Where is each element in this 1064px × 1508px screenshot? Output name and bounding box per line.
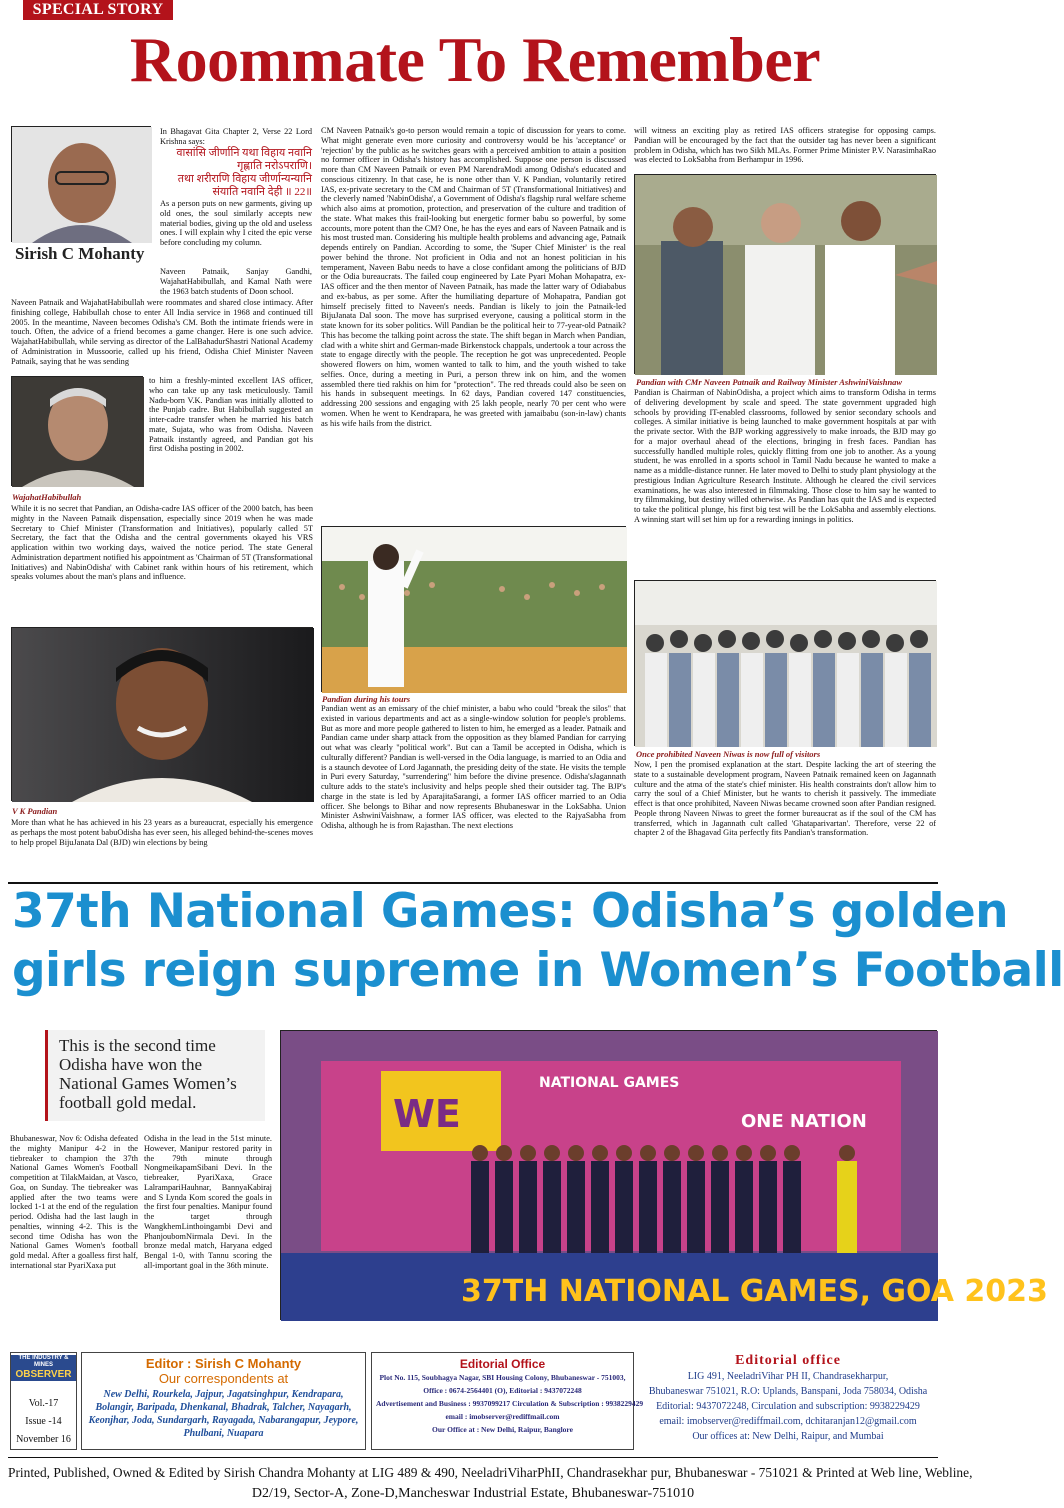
article-batch [160,267,312,298]
paragraph: Naveen Patnaik, Sanjay Gandhi, WajahatHabibullah, and Kamal Nath were the 1963 batch students of Doon school. [160,267,312,296]
team-photo [280,1030,1048,1320]
banner-one-nation: ONE NATION [741,1111,867,1132]
cm-railway-photo [634,174,936,374]
editorial-office-2 [638,1352,938,1450]
masthead-box [10,1352,77,1450]
office-box [371,1352,644,1450]
article-col2-top [321,126,626,530]
paragraph: CM Naveen Patnaik's go-to person would remain a topic of discussion for years to come. What might generate even more curiosity and controversy would be his 'acceptance' or 'rejection' by the public as he switches gears with a perceived ambition to attain a position no former officer in Odisha's history has accomplished. Suppose one person is discussed more than CM Naveen Patnaik or even PM NarendraModi among Odisha's educated and conscious citizenry. In that case, he is none other than V. K Pandian, voluntarily retired IAS, ex-private secretary to the CM and Chairman of 5T (Transformational Initiatives) and the cleverly named 'NabinOdisha', a Government of Odisha's flagship rural welfare scheme which also aims at promotion, protection, and preservation of the culture and tradition of the state. What makes this frail-looking but energetic former babu so powerful, by some accounts, more potent than the CM? One, he has the eyes and ears of Naveen Patnaik and is his most trusted man. Considering his multiple health problems and advancing age, Patnaik depends entirely on Pandian. According to some, the 'Super Chief Minister' is the real power behind the throne. Not proficient in Odia and not an honest politician in his temperament, Naveen Babu needs to have a close confidant among the politicians of BJD or the Odia bureaucrats. The failed coup engineered by Late Pyari Mohan Mohapatra, ex-IAS officer and the then mentor of Naveen Patnaik, has made the latter wary of Odiababus and ex-babus, as per some. After the humiliating departure of Mohapatra, Pandian got himself precisely fitted to Naveen's needs. Pandian is likely to join the Patnaik-led BijuJanata Dal soon. The move has surprised everyone, causing a political storm in the state known for its sober politics. Will Pandian be the political heir to 77-year-old Patnaik? This has become the talking point across the state. The shift began in March when Pandian, clad with a white shirt and German-made Birkenstock chappals, undertook a tour across the state to engage directly with the people. The reception he got was unprecedented. People showered flowers on him, women wanted to talk to him, and the youth wished to take selfies. Once, during a meeting in Puri, a person threw ink on him, and the women assembled there tied rakhis on him for "protection". The red threads could also be seen on his hands in subsequent meetings. In 62 days, Pandian covered 147 constituencies, addressing 200 sessions and engaging with 25 lakh people, nearly 70 per cent who were women. When he went to Kendrapara, he was greeted with jamaibabu (son-in-law) chants as his wife hails from the district. [321,126,626,428]
banner-games: NATIONAL GAMES [539,1075,680,1091]
office2-line: Bhubaneswar 751021, R.O: Uplands, Banspani, Joda 758034, Odisha [648,1386,928,1397]
issue: Issue -14 [25,1416,62,1427]
article-col1-para4 [11,818,313,876]
games-headline-line2: girls reign supreme in Women’s Football [12,943,1064,998]
issue-date: November 16 [16,1434,71,1445]
editor-name: Editor : Sirish C Mohanty [145,1356,302,1371]
article-col3-mid [634,388,936,574]
paragraph: Odisha in the lead in the 51st minute. However, Manipur restored parity in the 79th minute through NongmeikapamSibani Devi. In the tiebreaker, PyariXaxa, Grace LalrampariHauhnar, BannyaKabiraj and S Lynda Kom scored the goals in the first four penalties. Manipur found the target through WangkhemLinthoingambi Devi and PhanjoubomNirmala Devi. In the bronze medal match, Haryana edged Bengal 1-0, with Tannu scoring the all-important goal in the 36th minute. [144,1134,272,1270]
office-line: Office : 0674-2564401 (O), Editorial : 9437072248 [423,1386,582,1395]
section-tag: SPECIAL STORY [23,0,173,20]
paragraph: While it is no secret that Pandian, an Odisha-cadre IAS officer of the 2000 batch, has been mighty in the Naveen Patnaik dispensation, especially since 2019 when he was made Secretary to Chief Minister (Transformation and Initiatives), popularly called 5T Secretary, the fact that the Odisha and the central governments okayed his VRS application within two working days, waived the notice period. The state General Administration department notified his appointment as 'Chairman of 5T (Transformational Initiatives) and NabinOdisha' with Cabinet rank within hours of his retirement, which speaks volumes about the man's plans and influence. [11,504,313,582]
naveen-niwas-photo [634,580,936,746]
office2-line: Our offices at: New Delhi, Raipur, and Mumbai [692,1431,884,1442]
games-col2 [144,1134,272,1334]
article-col3-top [634,126,936,170]
games-headline-line1: 37th National Games: Odisha’s golden [12,884,1009,939]
vol: Vol.-17 [28,1398,59,1409]
paragraph: to him a freshly-minted excellent IAS officer, who can take up any task meticulously. Tamil Nadu-born V.K. Pandian was initially allotted to the Punjab cadre. But Habibullah suggested an inter-cadre transfer when he married his batch mate, Sujata, who was from Odisha. Naveen Patnaik instantly agreed, and Pandian got his first Odisha posting in 2002. [149,376,313,454]
masthead-line1: THE INDUSTRY & MINES [11,1355,76,1369]
games-callout: This is the second time Odisha have won the National Games Women’s football gold medal. [45,1030,265,1121]
author-byline: Sirish C Mohanty [15,244,145,263]
page-headline: Roommate To Remember [129,24,821,95]
verse-line: संयाति नवानि देही ॥ 22॥ [212,186,312,198]
games-col1 [10,1134,138,1334]
paragraph: Naveen Patnaik and WajahatHabibullah were roommates and shared close intimacy. After finishing college, Habibullah chose to enter All India service in 1968 and continued till 2005. In the meantime, Naveen becomes Odisha's CM. Both the intimate friends were in touch. Often, the advice of a friend becomes a game changer. Here is one such advice. WajahatHabibullah, while serving as director of the LalBahadurShastri National Academy of Administration in Mussoorie, called up his friend, Odisha Chief Minister Naveen Patnaik, saying that he was sending [11,298,313,366]
paragraph: Now, I pen the promised explanation at the start. Despite lacking the art of steering the state to a sustainable development program, Naveen Patnaik remained keen on Jagannath culture and the atma of the state's chief minister. His health constraints don't allow him to carry the soul of a Chief Minister, but he wants to cherish it passively. The immediate effect is that once prohibited, Naveen Niwas became crowned soon after Pandian resigned. People throng Naveen Niwas to greet the former bureaucrat as if the soul of the CM has transferred, which in Jagannath cult called 'Ghataparivartan'. Therefore, verse 22 of chapter 2 of the Bhagavad Gita perfectly fits Pandian's transformation. [634,760,936,838]
article-verse-meaning [160,199,312,267]
article-col2-bottom [321,704,626,876]
office2-title: Editorial office [735,1353,841,1368]
banner-text: 37TH NATIONAL GAMES, GOA 2023 [461,1274,1048,1309]
caption-niwas: Once prohibited Naveen Niwas is now full of visitors [636,749,821,759]
office2-line: Editorial: 9437072248, Circulation and subscription: 9938229429 [656,1401,920,1412]
caption-pandian: V K Pandian [12,806,58,816]
print-line-2: D2/19, Sector-A, Zone-D,Mancheswar Industrial Estate, Bhubaneswar-751010 [251,1486,695,1501]
article-col3-bottom [634,760,936,876]
correspondent-places: New Delhi, Rourkela, Jajpur, Jagatsinghpur, Kendrapara, Bolangir, Baripada, Dhenkanal, Bhadrak, Talcher, Nayagarh, Keonjhar, Joda, Sundargarh, Rayagada, Nabarangapur, Jeypore, Phulbani, Nuapara [88,1389,359,1439]
office-line: Advertisement and Business : 9937099217 Circulation & Subscription : 9938229429 [376,1399,644,1408]
paragraph: More than what he has achieved in his 23 years as a bureaucrat, especially his emergence as perhaps the most potent babuOdisha has ever seen, his alleged behind-the-scenes moves to help propel BijuJanata Dal (BJD) win elections by being [11,818,313,847]
office2-line: LIG 491, NeeladriVihar PH II, Chandrasekharpur, [687,1371,889,1382]
print-line [8,1462,973,1504]
paragraph: will witness an exciting play as retired IAS officers strategise for opposing camps. Pandian will be encouraged by the fact that the outsider tag has never been a significant problem in Odisha, which has two Sikh MLAs. Former Prime Minister P.V. NarasimhaRao was elected to LokSabha from Berhampur in 1996. [634,126,936,165]
verse-line: गृह्णाति नरोऽपराणि। [237,160,312,172]
article-col1-para3 [11,504,313,622]
office2-line: email: imobserver@rediffmail.com, dchitaranjan12@gmail.com [659,1416,917,1427]
paragraph: Pandian went as an emissary of the chief minister, a babu who could "break the silos" that existed in various departments and act as a single-window solution for people's problems. But as more and more people gathered to listen to him, he emerged as a leader. Patnaik and Pandian came under sharp attack from the opposition as they blamed Pandian for carrying out what was clearly "political work". But can a Tamil be accepted in Odisha, which is culturally different? Pandian is well-versed in the Odia language, is married to an Odia and is a staunch devotee of Lord Jagannath, the presiding deity of the state. He visits the temple in Puri every Saturday, "surrendering" him before the divine presence. Odisha'sJagannath culture adds to the state's inclusivity and helps people shed their outsider tag. The BJP's charge in the state is led by AparajitaSarangi, a former IAS officer married to an Odia officer. She belongs to Bihar and now represents Bhubaneswar in the LokSabha. Union Minister AshwiniVaishnaw, a former IAS officer, was elected to the RajyaSabha from Odisha, although he is from Rajasthan. The next elections [321,704,626,830]
caption-habibullah: WajahatHabibullah [12,492,82,502]
tour-photo [321,526,626,692]
paragraph: Pandian is Chairman of NabinOdisha, a project which aims to transform Odisha in terms of delivering development by scale and speed. The state government upgraded high schools by providing IT-enabled classrooms, followed by senior secondary schools and colleges. A similar initiative is being launched to make government hospitals at par with the private sector. With the BJP working aggressively to make inroads, the BJD may go for a major overhaul ahead of the elections, bringing in fresh faces. Pandian has successfully handled multiple roles, quickly flitting from one job to another. As a young student, he was enrolled in a sports school in Tamil Nadu because he wanted to make a name as a middle-distance runner. He later moved to Delhi to study plant physiology at the prestigious Indian Agriculture Research Institute. Although he cleared the civil services examinations, he was also interested in filmmaking. Those close to him say he wanted to try filmmaking, but destiny willed otherwise. As Pandian has quit the IAS and is expected to take the political plunge, his first big test will be the LokSabha and assembly elections. A winning start will set him up for a rewarding innings in politics. [634,388,936,524]
office-title: Editorial Office [459,1357,546,1371]
editor-box [81,1352,366,1450]
article-intro [160,127,312,147]
office-line: email : imobserver@rediffmail.com [445,1412,560,1421]
caption-tours: Pandian during his tours [322,694,411,704]
verse-line: तथा शरीराणि विहाय जीर्णान्यन्यानि [177,173,312,185]
masthead-logo: OBSERVER [11,1369,76,1381]
correspondents-label: Our correspondents at [158,1371,289,1386]
author-photo [11,126,151,242]
paragraph: As a person puts on new garments, giving up old ones, the soul similarly accepts new material bodies, giving up the old and useless ones. I will explain why I cited the epic verse before concluding my column. [160,199,312,247]
pandian-photo [11,627,313,801]
gita-verse [157,147,312,199]
article-col1-narrow [149,376,313,494]
banner-we: WE [393,1092,461,1136]
verse-line: वासांसि जीर्णानि यथा विहाय नवानि [176,147,312,159]
paragraph: Bhubaneswar, Nov 6: Odisha defeated the mighty Manipur 4-2 in the tiebreaker to champion the 37th National Games Women's Football competition at TilakMaidan, at Vasco, Goa, on Sunday. The tiebreaker was applied after the two teams were locked 1-1 at the end of the regulation period. Odisha had the last laugh in penalties, winning 4-2. This is the second time Odisha has won the National Games Women's football gold medal. After a goalless first half, international star PyariXaxa put [10,1134,138,1270]
office-line: Our Office at : New Delhi, Raipur, Banglore [432,1425,573,1434]
print-line-1: Printed, Published, Owned & Edited by Sirish Chandra Mohanty at LIG 489 & 490, NeeladriViharPhII, Chandrasekhar pur, Bhubaneswar - 751021 & Printed at Web line, Webline, [8,1465,973,1480]
caption-cm-railway: Pandian with CMr Naveen Patnaik and Railway Minister AshwiniVaishnaw [636,377,903,387]
footer-divider [8,1457,938,1458]
office-line: Plot No. 115, Soubhagya Nagar, SBI Housing Colony, Bhubaneswar - 751003, [379,1373,626,1382]
habibullah-photo [11,376,143,486]
article-col1-wide [11,298,313,376]
intro-text: In Bhagavat Gita Chapter 2, Verse 22 Lord Krishna says: [160,127,312,146]
